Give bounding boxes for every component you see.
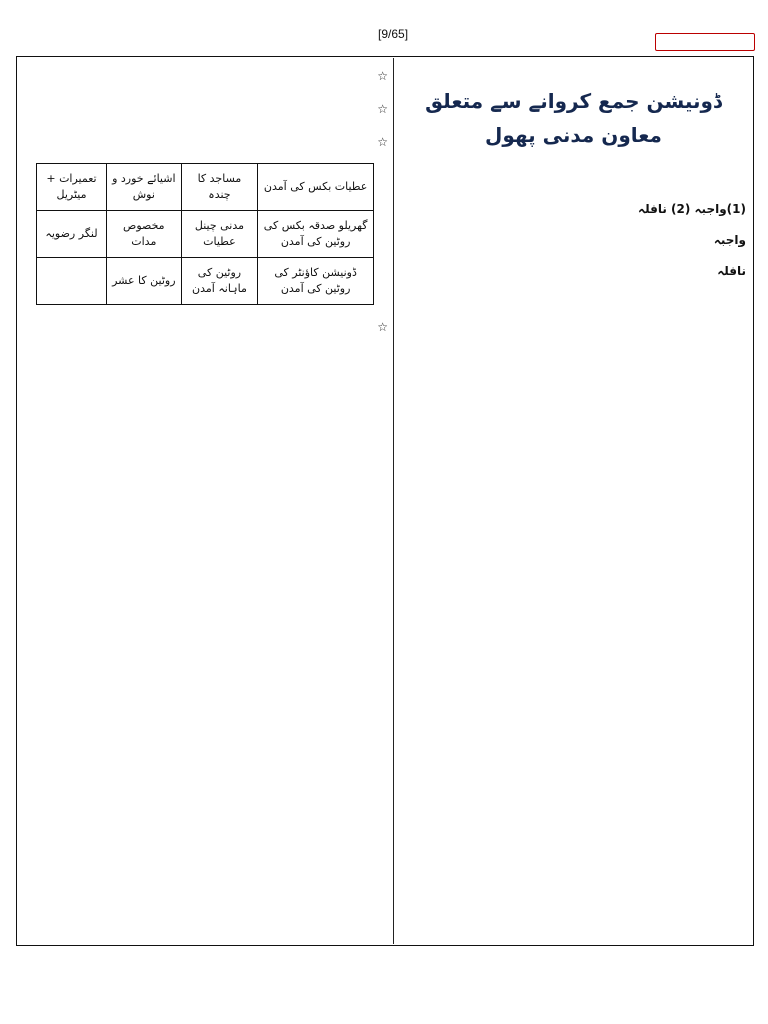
star-bullet-icon: ☆ [377, 69, 388, 83]
table-cell: ڈونیشن کاؤنٹر کی روٹین کی آمدن [258, 258, 374, 305]
table-row [37, 164, 374, 211]
table-cell: گھریلو صدقہ بکس کی روٹین کی آمدن [258, 211, 374, 258]
page-number: [9/65] [378, 27, 409, 41]
table-cell: روٹین کی ماہانہ آمدن [181, 258, 258, 305]
table-row [37, 258, 374, 305]
nafila-paragraph [401, 259, 746, 284]
bullet-paragraph-3 [22, 130, 388, 155]
table-row [37, 211, 374, 258]
table-cell [37, 258, 107, 305]
invocation-line [401, 64, 746, 78]
bullet-paragraph-1 [22, 64, 388, 89]
overseas-paragraph [401, 290, 746, 315]
types-list: (1)واجبہ (2) نافلہ [638, 202, 746, 216]
star-bullet-icon: ☆ [377, 102, 388, 116]
wajiba-term: واجبہ [713, 233, 746, 247]
bullet-paragraph-4 [22, 315, 388, 340]
nafila-term: نافلہ [717, 264, 746, 278]
table-cell: تعمیرات + میٹریل [37, 164, 107, 211]
donation-categories-table [36, 163, 374, 305]
issue-date-box [655, 33, 755, 51]
wajiba-paragraph [401, 228, 746, 253]
bullet-paragraph-2 [22, 97, 388, 122]
page-title: ڈونیشن جمع کروانے سے متعلق معاون مدنی پھول [425, 89, 722, 147]
types-intro-paragraph [401, 166, 746, 191]
right-column [401, 64, 746, 936]
table-cell: اشیائے خورد و نوش [106, 164, 181, 211]
star-bullet-icon: ☆ [377, 320, 388, 334]
table-cell: لنگر رضویہ [37, 211, 107, 258]
star-bullet-icon: ☆ [377, 135, 388, 149]
table-cell: عطیات بکس کی آمدن [258, 164, 374, 211]
table-cell: مخصوص مدات [106, 211, 181, 258]
table-cell: روٹین کا عشر [106, 258, 181, 305]
table-cell: مدنی چینل عطیات [181, 211, 258, 258]
table-cell: مساجد کا چندہ [181, 164, 258, 211]
column-divider [393, 58, 394, 944]
left-column [22, 64, 388, 936]
